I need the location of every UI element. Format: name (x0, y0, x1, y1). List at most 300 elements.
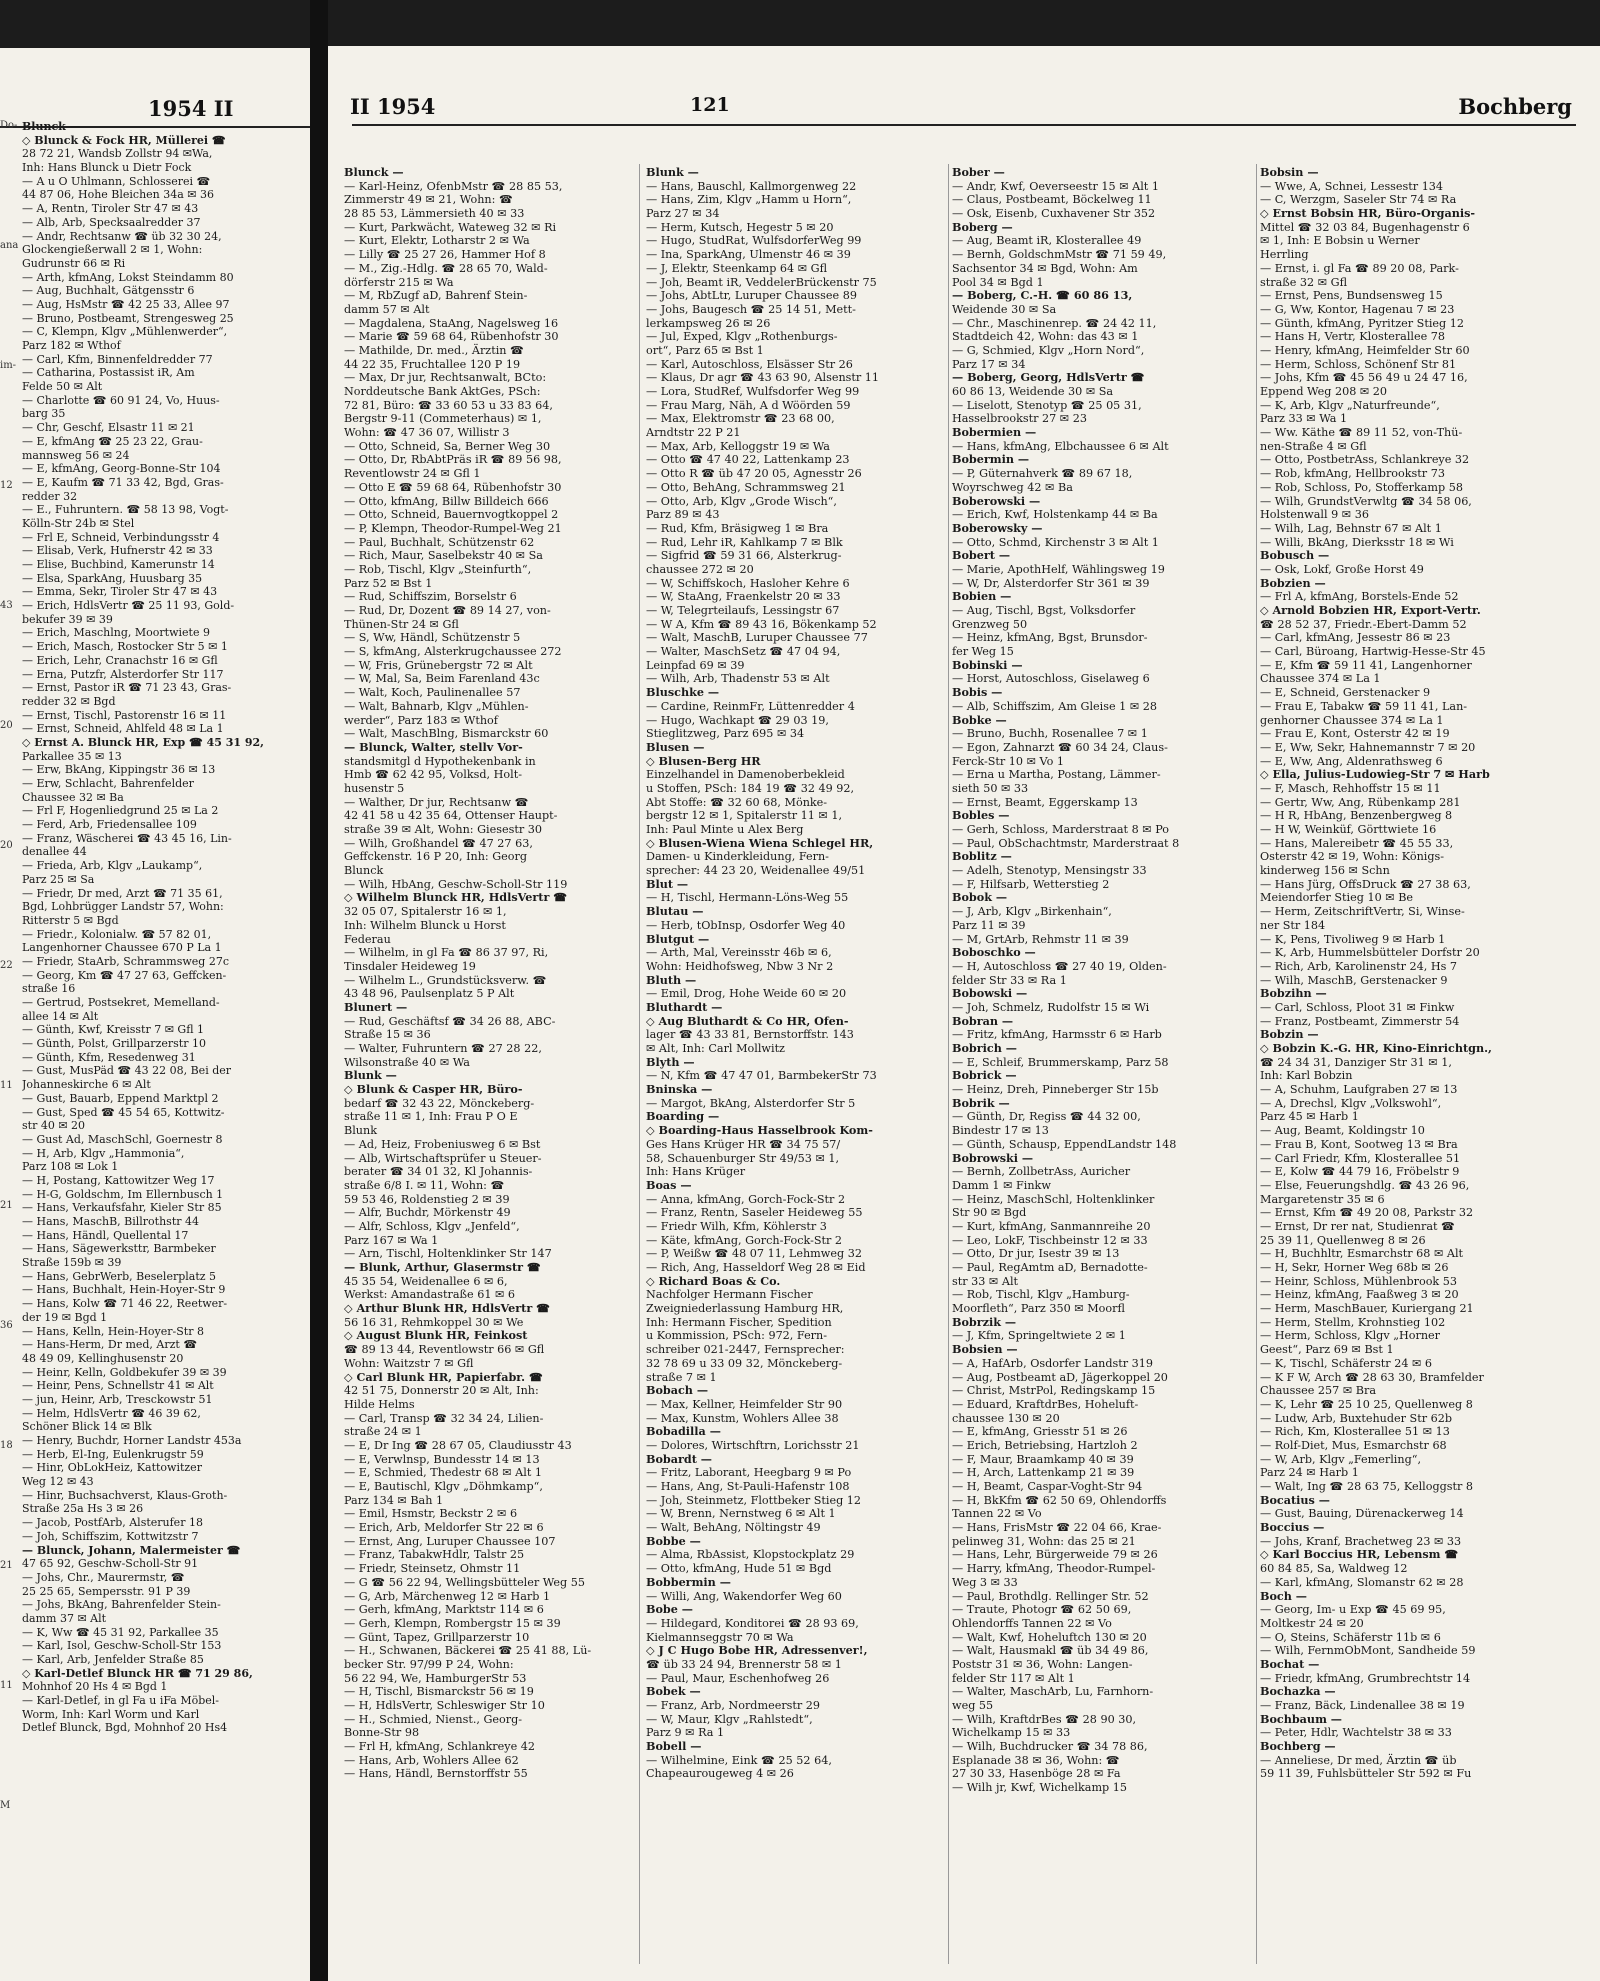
directory-entry-line: Moltkestr 24 ✉ 20 (1260, 1616, 1364, 1630)
directory-entry-line: Thünen-Str 24 ✉ Gfl (344, 617, 459, 631)
surname-heading: Bochbaum — (1260, 1711, 1342, 1726)
directory-entry-line: — Carl Friedr, Kfm, Klosterallee 51 (1260, 1151, 1461, 1165)
directory-entry-line: — Wilh, FernmObMont, Sandheide 59 (1260, 1644, 1476, 1658)
directory-entry-line: Inh: Paul Minte u Alex Berg (646, 823, 804, 836)
directory-entry-line: Tannen 22 ✉ Vo (952, 1507, 1042, 1521)
directory-entry-line: Werkst: Amandastraße 61 ✉ 6 (344, 1288, 516, 1302)
directory-entry-line: — Herb, El-Ing, Eulenkrugstr 59 (22, 1447, 204, 1461)
directory-entry-line: — H, Tischl, Hermann-Löns-Weg 55 (646, 891, 849, 905)
directory-entry-line: — Ww. Käthe ☎ 89 11 52, von-Thü- (1260, 426, 1463, 440)
directory-entry-line: — Osk, Lokf, Große Horst 49 (1260, 562, 1424, 576)
directory-entry-line: — Blunck, Johann, Malermeister ☎ (22, 1543, 241, 1557)
surname-heading: Bobek — (646, 1684, 701, 1699)
directory-entry-line: — Frau E, Tabakw ☎ 59 11 41, Lan- (1260, 699, 1468, 713)
directory-entry-line: becker Str. 97/99 P 24, Wohn: (344, 1657, 514, 1671)
directory-entry-line: — Friedr, kfmAng, Grumbrechtstr 14 (1260, 1671, 1471, 1685)
directory-entry-line: Parz 45 ✉ Harb 1 (1260, 1110, 1359, 1124)
directory-entry-line: — Ernst, Tischl, Pastorenstr 16 ✉ 11 (22, 708, 227, 722)
directory-entry-line: Chaussee 32 ✉ Ba (22, 790, 124, 804)
directory-entry-line: — Otto, Dr, RbAbtPräs iR ☎ 89 56 98, (344, 453, 562, 467)
directory-entry-line: 47 65 92, Geschw-Scholl-Str 91 (22, 1557, 199, 1571)
directory-entry-line: Damm 1 ✉ Finkw (952, 1178, 1051, 1192)
directory-entry-line: — Margot, BkAng, Alsterdorfer Str 5 (646, 1096, 856, 1110)
surname-heading: Bluth — (646, 972, 697, 987)
margin-number: Do- (0, 120, 18, 131)
directory-entry-line: — Georg, Im- u Exp ☎ 45 69 95, (1260, 1603, 1446, 1617)
directory-entry-line: — Rud, Dr, Dozent ☎ 89 14 27, von- (344, 604, 551, 617)
directory-entry-line: — E, kfmAng, Griesstr 51 ✉ 26 (952, 1425, 1128, 1439)
directory-entry-line: — H, Autoschloss ☎ 27 40 19, Olden- (952, 959, 1167, 973)
margin-number: im- (0, 360, 17, 371)
directory-entry-line: — Ernst, Kfm ☎ 49 20 08, Parkstr 32 (1260, 1206, 1474, 1220)
directory-entry-line: — Erw, Schlacht, Bahrenfelder (22, 777, 194, 790)
directory-entry-line: — Heinz, kfmAng, Faaßweg 3 ✉ 20 (1260, 1288, 1459, 1302)
directory-entry-line: Reventlowstr 24 ✉ Gfl 1 (344, 467, 481, 481)
directory-entry-line: Kölln-Str 24b ✉ Stel (22, 516, 135, 530)
surname-heading: Bochazka — (1260, 1684, 1336, 1699)
surname-heading: Boblitz — (952, 849, 1012, 864)
directory-entry-line: ◇ Boarding-Haus Hasselbrook Kom- (646, 1123, 873, 1138)
directory-entry-line: chaussee 130 ✉ 20 (952, 1411, 1060, 1425)
directory-entry-line: — Hans, Ang, St-Pauli-Hafenstr 108 (646, 1480, 850, 1493)
directory-entry-line: — Heinr, Kelln, Goldbekufer 39 ✉ 39 (22, 1365, 227, 1379)
directory-entry-line: — Kurt, kfmAng, Sanmannreihe 20 (952, 1219, 1151, 1233)
directory-entry-line: — Traute, Photogr ☎ 62 50 69, (952, 1603, 1132, 1617)
directory-entry-line: — K, Pens, Tivoliweg 9 ✉ Harb 1 (1260, 932, 1446, 946)
directory-entry-line: — Wilh, KraftdrBes ☎ 28 90 30, (952, 1712, 1137, 1726)
directory-entry-line: — Erich, Masch, Rostocker Str 5 ✉ 1 (22, 640, 228, 654)
directory-entry-line: — M, GrtArb, Rehmstr 11 ✉ 39 (952, 932, 1129, 946)
directory-entry-line: — Frl E, Schneid, Verbindungsstr 4 (22, 530, 220, 544)
directory-entry-line: — Wilhelm, in gl Fa ☎ 86 37 97, Ri, (344, 946, 549, 960)
directory-entry-line: — K, Arb, Hummelsbütteler Dorfstr 20 (1260, 946, 1480, 960)
directory-entry-line: — F, Maur, Braamkamp 40 ✉ 39 (952, 1452, 1134, 1466)
surname-heading: Bobowski — (952, 986, 1028, 1001)
directory-entry-line: — E, Schneid, Gerstenacker 9 (1260, 686, 1431, 700)
directory-entry-line: — Lora, StudRef, Wulfsdorfer Weg 99 (646, 385, 860, 398)
directory-entry-line: — Jul, Exped, Klgv „Rothenburgs- (646, 330, 838, 344)
directory-entry-line: — M, RbZugf aD, Bahrenf Stein- (344, 289, 528, 303)
directory-entry-line: 42 41 58 u 42 35 64, Ottenser Haupt- (344, 809, 558, 823)
header-rule (352, 124, 1576, 126)
directory-entry-line: — A, Schuhm, Laufgraben 27 ✉ 13 (1260, 1083, 1458, 1097)
directory-entry-line: 58, Schauenburger Str 49/53 ✉ 1, (646, 1151, 840, 1165)
directory-entry-line: — Boberg, Georg, HdlsVertr ☎ (952, 370, 1145, 385)
directory-entry-line: — Walt, MaschBlng, Bismarckstr 60 (344, 727, 549, 741)
directory-entry-line: — Friedr., Kolonialw. ☎ 57 82 01, (22, 927, 212, 941)
column-divider (1256, 164, 1257, 1964)
surname-heading: Bobrick — (952, 1068, 1017, 1083)
directory-entry-line: — Wwe, A, Schnei, Lessestr 134 (1260, 179, 1444, 193)
directory-entry-line: — Andr, Rechtsanw ☎ üb 32 30 24, (22, 229, 222, 243)
directory-entry-line: — W, Arb, Klgv „Femerling“, (1260, 1452, 1422, 1466)
directory-entry-line: — Gust, Sped ☎ 45 54 65, Kottwitz- (22, 1105, 225, 1119)
directory-entry-line: dörferstr 215 ✉ Wa (344, 275, 454, 289)
directory-column-3 (952, 166, 1244, 1795)
directory-entry-line: — Herm, Schloss, Schönenf Str 81 (1260, 357, 1457, 371)
directory-entry-line: ☎ üb 33 24 94, Brennerstr 58 ✉ 1 (646, 1657, 842, 1671)
directory-entry-line: — Chr, Geschf, Elsastr 11 ✉ 21 (22, 421, 195, 435)
directory-entry-line: — H., Schmied, Nienst., Georg- (344, 1712, 523, 1726)
left-page (0, 48, 310, 1981)
directory-entry-line: — Henry, kfmAng, Heimfelder Str 60 (1260, 343, 1470, 357)
directory-entry-line: — Max, Kunstm, Wohlers Allee 38 (646, 1411, 839, 1425)
directory-entry-line: — Günth, Polst, Grillparzerstr 10 (22, 1037, 206, 1051)
directory-entry-line: — Willi, Ang, Wakendorfer Weg 60 (646, 1589, 842, 1603)
directory-column-4 (1260, 166, 1582, 1781)
directory-entry-line: Inh: Karl Bobzin (1260, 1069, 1353, 1083)
directory-entry-line: 28 85 53, Lämmersieth 40 ✉ 33 (344, 207, 525, 221)
directory-entry-line: — Carl, Schloss, Ploot 31 ✉ Finkw (1260, 1000, 1455, 1014)
directory-entry-line: — Otto, PostbetrAss, Schlankreye 32 (1260, 453, 1470, 467)
directory-entry-line: — M., Zig.-Hdlg. ☎ 28 65 70, Wald- (344, 261, 548, 275)
directory-entry-line: — Wilh, Buchdrucker ☎ 34 78 86, (952, 1740, 1148, 1754)
directory-entry-line: — Hans, Malereibetr ☎ 45 55 33, (1260, 836, 1454, 850)
directory-entry-line: — Bruno, Buchh, Rosenallee 7 ✉ 1 (952, 727, 1148, 741)
directory-entry-line: — Max, Dr jur, Rechtsanwalt, BCto: (344, 371, 547, 385)
directory-entry-line: Parz 52 ✉ Bst 1 (344, 576, 433, 590)
directory-entry-line: Herrling (1260, 248, 1309, 262)
surname-heading: Bobrowski — (952, 1150, 1034, 1165)
directory-entry-line: — Arth, Mal, Vereinsstr 46b ✉ 6, (646, 946, 832, 960)
directory-entry-line: 28 72 21, Wandsb Zollstr 94 ✉Wa, (22, 147, 213, 161)
directory-entry-line: ✉ 1, Inh: E Bobsin u Werner (1260, 234, 1420, 248)
directory-entry-line: — Hinr, Buchsachverst, Klaus-Groth- (22, 1488, 228, 1502)
directory-entry-line: — Rich, Km, Klosterallee 51 ✉ 13 (1260, 1425, 1450, 1439)
directory-entry-line: — K, Arb, Klgv „Naturfreunde“, (1260, 398, 1440, 412)
directory-entry-line: Parz 108 ✉ Lok 1 (22, 1160, 119, 1174)
surname-heading: Boboschko — (952, 945, 1036, 960)
directory-entry-line: felder Str 117 ✉ Alt 1 (952, 1671, 1075, 1685)
surname-heading: Blusen — (646, 739, 705, 754)
directory-entry-line: ◇ Blunk & Casper HR, Büro- (344, 1082, 523, 1097)
directory-entry-line: — Wilh, Arb, Thadenstr 53 ✉ Alt (646, 672, 830, 686)
directory-entry-line: — Anna, kfmAng, Gorch-Fock-Str 2 (646, 1192, 846, 1206)
directory-entry-line: — Paul, RegAmtm aD, Bernadotte- (952, 1261, 1148, 1274)
directory-entry-line: 48 49 09, Kellinghusenstr 20 (22, 1351, 184, 1365)
surname-heading: Blutau — (646, 904, 704, 919)
directory-entry-line: — Gust, Bauarb, Eppend Marktpl 2 (22, 1091, 219, 1105)
directory-entry-line: — Paul, Buchhalt, Schützenstr 62 (344, 535, 535, 549)
directory-entry-line: — Eduard, KraftdrBes, Hoheluft- (952, 1397, 1139, 1411)
margin-number: M (0, 1800, 11, 1811)
directory-entry-line: — Hans, FrisMstr ☎ 22 04 66, Krae- (952, 1521, 1162, 1535)
directory-entry-line: — Gust, MusPäd ☎ 43 22 08, Bei der (22, 1064, 232, 1078)
directory-entry-line: Inh: Hans Krüger (646, 1165, 746, 1179)
column-divider (639, 164, 640, 1964)
directory-entry-line: Norddeutsche Bank AktGes, PSch: (344, 385, 541, 398)
directory-entry-line: Chapeaurougeweg 4 ✉ 26 (646, 1767, 794, 1781)
directory-entry-line: — Boberg, C.-H. ☎ 60 86 13, (952, 288, 1133, 303)
directory-entry-line: husenstr 5 (344, 781, 405, 795)
directory-entry-line: — Hans, kfmAng, Elbchaussee 6 ✉ Alt (952, 439, 1169, 453)
directory-entry-line: — Alfr, Buchdr, Mörkenstr 49 (344, 1206, 511, 1220)
directory-entry-line: — Gertrud, Postsekret, Memelland- (22, 996, 220, 1009)
directory-entry-line: — Aug, Tischl, Bgst, Volksdorfer (952, 604, 1136, 617)
directory-entry-line: — Catharina, Postassist iR, Am (22, 366, 195, 380)
directory-entry-line: 59 11 39, Fuhlsbütteler Str 592 ✉ Fu (1260, 1767, 1472, 1781)
directory-entry-line: Mittel ☎ 32 03 84, Bugenhagenstr 6 (1260, 220, 1470, 234)
directory-entry-line: — Cardine, ReinmFr, Lüttenredder 4 (646, 699, 855, 713)
directory-entry-line: — Franz, Postbeamt, Zimmerstr 54 (1260, 1014, 1460, 1028)
directory-entry-line: Bonne-Str 98 (344, 1726, 420, 1740)
surname-heading: Bobsien — (952, 1342, 1018, 1357)
directory-entry-line: — jun, Heinr, Arb, Tresckowstr 51 (22, 1392, 213, 1406)
directory-entry-line: weg 55 (952, 1699, 994, 1712)
directory-entry-line: — Elise, Buchbind, Kamerunstr 14 (22, 558, 215, 571)
directory-entry-line: — K F W, Arch ☎ 28 63 30, Bramfelder (1260, 1370, 1484, 1384)
directory-entry-line: Ges Hans Krüger HR ☎ 34 75 57/ (646, 1137, 841, 1151)
directory-entry-line: — S, Ww, Händl, Schützenstr 5 (344, 631, 521, 645)
left-page-column (22, 120, 308, 1735)
directory-entry-line: Felde 50 ✉ Alt (22, 380, 103, 394)
directory-entry-line: — F, Hilfsarb, Wetterstieg 2 (952, 877, 1110, 891)
directory-entry-line: ◇ Carl Blunk HR, Papierfabr. ☎ (344, 1369, 543, 1384)
directory-entry-line: — Erw, BkAng, Kippingstr 36 ✉ 13 (22, 763, 216, 777)
surname-heading: Bobusch — (1260, 548, 1330, 563)
surname-heading: Bluthardt — (646, 999, 723, 1014)
directory-entry-line: werder“, Parz 183 ✉ Wthof (344, 713, 498, 727)
directory-entry-line: — H, HdlsVertr, Schleswiger Str 10 (344, 1699, 545, 1712)
directory-entry-line: — W, Mal, Sa, Beim Farenland 43c (344, 672, 540, 686)
directory-entry-line: Esplanade 38 ✉ 36, Wohn: ☎ (952, 1753, 1120, 1767)
directory-entry-line: Hmb ☎ 62 42 95, Volksd, Holt- (344, 768, 523, 782)
directory-entry-line: — Rich, Arb, Karolinenstr 24, Hs 7 (1260, 959, 1457, 973)
directory-entry-line: — C, Werzgm, Saseler Str 74 ✉ Ra (1260, 193, 1457, 207)
right-page-header-right: Bochberg (1458, 94, 1572, 119)
directory-entry-line: — Hans, Händl, Quellental 17 (22, 1228, 189, 1242)
directory-entry-line: — J, Kfm, Springeltwiete 2 ✉ 1 (952, 1329, 1126, 1343)
directory-entry-line: — Günth, Dr, Regiss ☎ 44 32 00, (952, 1110, 1141, 1124)
directory-entry-line: ◇ Blunck & Fock HR, Müllerei ☎ (22, 133, 226, 147)
directory-entry-line: — H, Arch, Lattenkamp 21 ✉ 39 (952, 1466, 1135, 1480)
directory-entry-line: — E, Ww, Ang, Aldenrathsweg 6 (1260, 754, 1443, 768)
directory-entry-line: Parz 167 ✉ Wa 1 (344, 1233, 439, 1247)
directory-entry-line: — Horst, Autoschloss, Giselaweg 6 (952, 672, 1150, 686)
directory-entry-line: straße 7 ✉ 1 (646, 1370, 717, 1384)
directory-entry-line: — W, Telegrteilaufs, Lessingstr 67 (646, 604, 840, 617)
directory-entry-line: Straße 25a Hs 3 ✉ 26 (22, 1502, 144, 1516)
directory-entry-line: allee 14 ✉ Alt (22, 1009, 99, 1023)
directory-entry-line: — Walt, Hausmakl ☎ üb 34 49 86, (952, 1644, 1149, 1658)
directory-entry-line: ☎ 28 52 37, Friedr.-Ebert-Damm 52 (1260, 617, 1467, 631)
directory-entry-line: Wichelkamp 15 ✉ 33 (952, 1726, 1071, 1740)
directory-entry-line: — Hugo, StudRat, WulfsdorferWeg 99 (646, 234, 862, 248)
directory-entry-line: — Heinr, Pens, Schnellstr 41 ✉ Alt (22, 1379, 214, 1393)
directory-entry-line: 60 86 13, Weidende 30 ✉ Sa (952, 385, 1114, 398)
directory-entry-line: — Marie, ApothHelf, Wählingsweg 19 (952, 562, 1165, 576)
margin-number: 20 (0, 840, 13, 851)
margin-number: ana (0, 240, 19, 251)
directory-entry-line: — Herb, tObInsp, Osdorfer Weg 40 (646, 918, 846, 932)
directory-entry-line: — Hans, Buchhalt, Hein-Hoyer-Str 9 (22, 1283, 226, 1297)
surname-heading: Boberg — (952, 219, 1013, 234)
directory-entry-line: — Günth, Kfm, Resedenweg 31 (22, 1050, 196, 1064)
directory-entry-line: — Ernst, Schneid, Ahlfeld 48 ✉ La 1 (22, 722, 224, 736)
directory-entry-line: — N, Kfm ☎ 47 47 01, BarmbekerStr 73 (646, 1069, 877, 1083)
directory-entry-line: — Rob, kfmAng, Hellbrookstr 73 (1260, 467, 1445, 481)
directory-entry-line: — E, Schmied, Thedestr 68 ✉ Alt 1 (344, 1466, 542, 1480)
directory-entry-line: — E, Kfm ☎ 59 11 41, Langenhorner (1260, 658, 1472, 672)
directory-entry-line: — Ina, SparkAng, Ulmenstr 46 ✉ 39 (646, 248, 851, 262)
directory-entry-line: — Franz, TabakwHdlr, Talstr 25 (344, 1548, 525, 1562)
directory-entry-line: 27 30 33, Hasenböge 28 ✉ Fa (952, 1767, 1121, 1781)
directory-entry-line: — J, Arb, Klgv „Birkenhain“, (952, 905, 1112, 919)
directory-entry-line: — Elisab, Verk, Hufnerstr 42 ✉ 33 (22, 544, 213, 558)
directory-entry-line: — Herm, MaschBauer, Kuriergang 21 (1260, 1302, 1474, 1316)
directory-entry-line: — Magdalena, StaAng, Nagelsweg 16 (344, 316, 559, 330)
directory-entry-line: ◇ Richard Boas & Co. (646, 1273, 781, 1288)
directory-entry-line: str 33 ✉ Alt (952, 1274, 1019, 1288)
directory-entry-line: — Karl, Autoschloss, Elsässer Str 26 (646, 357, 853, 371)
directory-entry-line: — Wilh, MaschB, Gerstenacker 9 (1260, 973, 1448, 987)
directory-entry-line: redder 32 ✉ Bgd (22, 694, 116, 708)
directory-entry-line: — E, kfmAng ☎ 25 23 22, Grau- (22, 434, 203, 448)
directory-entry-line: Straße 15 ✉ 36 (344, 1028, 431, 1042)
margin-number: 22 (0, 960, 13, 971)
directory-entry-line: Straße 159b ✉ 39 (22, 1256, 122, 1270)
directory-entry-line: — Osk, Eisenb, Cuxhavener Str 352 (952, 207, 1156, 221)
directory-entry-line: straße 39 ✉ Alt, Wohn: Giesestr 30 (344, 823, 542, 836)
directory-entry-line: — Carl, kfmAng, Jessestr 86 ✉ 23 (1260, 631, 1451, 645)
directory-entry-line: ◇ Ella, Julius-Ludowieg-Str 7 ✉ Harb (1260, 767, 1490, 782)
directory-entry-line: — Otto R ☎ üb 47 20 05, Agnesstr 26 (646, 467, 862, 481)
surname-heading: Bobrzik — (952, 1314, 1017, 1329)
directory-entry-line: — Anneliese, Dr med, Ärztin ☎ üb (1260, 1753, 1457, 1767)
directory-entry-line: — H., Schwanen, Bäckerei ☎ 25 41 88, Lü- (344, 1644, 592, 1658)
directory-entry-line: — E, Schleif, Brummerskamp, Parz 58 (952, 1055, 1169, 1069)
directory-entry-line: — Wilh, Lag, Behnstr 67 ✉ Alt 1 (1260, 521, 1442, 535)
directory-entry-line: berater ☎ 34 01 32, Kl Johannis- (344, 1165, 533, 1179)
directory-entry-line: — Karl, Arb, Jenfelder Straße 85 (22, 1653, 204, 1666)
directory-entry-line: ◇ Arthur Blunk HR, HdlsVertr ☎ (344, 1301, 551, 1316)
directory-entry-line: — Hans-Herm, Dr med, Arzt ☎ (22, 1338, 198, 1352)
directory-entry-line: — E, Kaufm ☎ 71 33 42, Bgd, Gras- (22, 475, 224, 489)
directory-entry-line: — Hans, Bauschl, Kallmorgenweg 22 (646, 179, 857, 193)
directory-entry-line: — Jacob, PostfArb, Alsterufer 18 (22, 1516, 203, 1530)
surname-heading: Blunert — (344, 999, 408, 1014)
directory-entry-line: — Franz, Arb, Nordmeerstr 29 (646, 1699, 821, 1712)
directory-entry-line: damm 37 ✉ Alt (22, 1611, 107, 1625)
surname-heading: Bobadilla — (646, 1424, 721, 1439)
margin-numbers (0, 120, 19, 1920)
directory-entry-line: — Aug, Beamt iR, Klosterallee 49 (952, 234, 1142, 248)
directory-entry-line: — Günth, Kwf, Kreisstr 7 ✉ Gfl 1 (22, 1023, 205, 1037)
directory-entry-line: — O, Steins, Schäferstr 11b ✉ 6 (1260, 1630, 1441, 1644)
directory-entry-line: — Rud, Lehr iR, Kahlkamp 7 ✉ Blk (646, 535, 843, 549)
directory-entry-line: felder Str 33 ✉ Ra 1 (952, 973, 1067, 987)
directory-entry-line: ◇ Arnold Bobzien HR, Export-Vertr. (1260, 603, 1481, 617)
directory-entry-line: — E., Fuhruntern. ☎ 58 13 98, Vogt- (22, 503, 229, 517)
directory-entry-line: Bergstr 9-11 (Commeterhaus) ✉ 1, (344, 412, 542, 426)
left-page-header: 1954 II (148, 96, 234, 121)
directory-entry-line: Leinpfad 69 ✉ 39 (646, 658, 745, 672)
directory-entry-line: — Otto, kfmAng, Hude 51 ✉ Bgd (646, 1562, 832, 1576)
directory-entry-line: — Hans, Arb, Wohlers Allee 62 (344, 1753, 519, 1767)
directory-entry-line: — Christ, MstrPol, Redingskamp 15 (952, 1384, 1156, 1398)
surname-heading: Blutgut — (646, 931, 710, 946)
directory-entry-line: — Friedr Wilh, Kfm, Köhlerstr 3 (646, 1219, 827, 1233)
directory-entry-line: Blunck (344, 864, 384, 878)
directory-entry-line: straße 6/8 I. ✉ 11, Wohn: ☎ (344, 1178, 505, 1192)
surname-heading: Bobermien — (952, 425, 1037, 440)
directory-entry-line: str 40 ✉ 20 (22, 1119, 86, 1133)
directory-entry-line: Bindestr 17 ✉ 13 (952, 1124, 1049, 1138)
directory-entry-line: — Walt, BehAng, Nöltingstr 49 (646, 1521, 821, 1535)
directory-entry-line: Wohn: Heidhofsweg, Nbw 3 Nr 2 (646, 959, 834, 973)
directory-entry-line: — Claus, Postbeamt, Böckelweg 11 (952, 193, 1152, 207)
surname-heading: Blunck — (22, 120, 81, 133)
surname-heading: Bobzihn — (1260, 986, 1327, 1001)
directory-entry-line: — Hans, Sägewerksttr, Barmbeker (22, 1242, 216, 1256)
directory-entry-line: straße 11 ✉ 1, Inh: Frau P O E (344, 1110, 518, 1124)
surname-heading: Bobach — (646, 1383, 709, 1398)
directory-entry-line: Geest“, Parz 69 ✉ Bst 1 (1260, 1343, 1394, 1357)
surname-heading: Bobell — (646, 1739, 702, 1754)
directory-entry-line: — Joh, Schmelz, Rudolfstr 15 ✉ Wi (952, 1000, 1150, 1014)
directory-entry-line: — Rud, Kfm, Bräsigweg 1 ✉ Bra (646, 521, 829, 535)
directory-entry-line: — Otto ☎ 47 40 22, Lattenkamp 23 (646, 453, 850, 467)
directory-entry-line: Inh: Hans Blunck u Dietr Fock (22, 161, 192, 175)
directory-entry-line: — Karl-Detlef, in gl Fa u iFa Möbel- (22, 1694, 220, 1708)
directory-entry-line: Parkallee 35 ✉ 13 (22, 749, 122, 763)
directory-entry-line: — Ferd, Arb, Friedensallee 109 (22, 818, 197, 832)
directory-entry-line: — Kurt, Elektr, Lotharstr 2 ✉ Wa (344, 234, 530, 248)
directory-entry-line: 56 16 31, Rehmkoppel 30 ✉ We (344, 1315, 524, 1329)
directory-entry-line: — Elsa, SparkAng, Huusbarg 35 (22, 571, 203, 585)
directory-entry-line: — Mathilde, Dr. med., Ärztin ☎ (344, 343, 524, 357)
directory-entry-line: — H, Arb, Klgv „Hammonia“, (22, 1146, 185, 1160)
directory-entry-line: — Herm, Schloss, Klgv „Horner (1260, 1329, 1441, 1343)
directory-entry-line: — Otto, Schmd, Kirchenstr 3 ✉ Alt 1 (952, 535, 1159, 549)
directory-entry-line: — Gerh, kfmAng, Marktstr 114 ✉ 6 (344, 1603, 544, 1617)
directory-entry-line: Pool 34 ✉ Bgd 1 (952, 275, 1044, 289)
directory-entry-line: — Frl A, kfmAng, Borstels-Ende 52 (1260, 590, 1459, 604)
directory-entry-line: — Hans, Kelln, Hein-Hoyer-Str 8 (22, 1324, 204, 1338)
directory-entry-line: — Rud, Geschäftsf ☎ 34 26 88, ABC- (344, 1014, 556, 1028)
directory-entry-line: — Marie ☎ 59 68 64, Rübenhofstr 30 (344, 330, 559, 344)
directory-entry-line: — Ernst, Beamt, Eggerskamp 13 (952, 795, 1138, 809)
directory-entry-line: — Walt, Ing ☎ 28 63 75, Kelloggstr 8 (1260, 1480, 1474, 1493)
directory-entry-line: Parz 182 ✉ Wthof (22, 339, 121, 352)
directory-entry-line: 44 22 35, Fruchtallee 120 P 19 (344, 357, 521, 371)
directory-entry-line: — C, Klempn, Klgv „Mühlenwerder“, (22, 325, 228, 339)
directory-entry-line: — Helm, HdlsVertr ☎ 46 39 62, (22, 1406, 201, 1420)
directory-entry-line: ◇ Ernst A. Blunck HR, Exp ☎ 45 31 92, (22, 735, 264, 749)
directory-entry-line: Kielmannseggstr 70 ✉ Wa (646, 1630, 794, 1644)
directory-entry-line: — Bernh, ZollbetrAss, Auricher (952, 1165, 1131, 1179)
surname-heading: Bobrik — (952, 1095, 1010, 1110)
directory-entry-line: Poststr 31 ✉ 36, Wohn: Langen- (952, 1657, 1133, 1671)
directory-entry-line: — Gerh, Klempn, Rombergstr 15 ✉ 39 (344, 1616, 561, 1630)
directory-entry-line: — Hans H, Vertr, Klosterallee 78 (1260, 330, 1446, 344)
directory-entry-line: — Franz, Wäscherei ☎ 43 45 16, Lin- (22, 831, 232, 845)
directory-entry-line: — Karl, Isol, Geschw-Scholl-Str 153 (22, 1639, 222, 1653)
directory-entry-line: — Heinz, MaschSchl, Holtenklinker (952, 1192, 1155, 1206)
directory-entry-line: — E, Ww, Sekr, Hahnemannstr 7 ✉ 20 (1260, 740, 1476, 754)
directory-entry-line: — Wilhelm L., Grundstücksverw. ☎ (344, 973, 547, 987)
directory-entry-line: Damen- u Kinderkleidung, Fern- (646, 850, 829, 864)
directory-entry-line: lager ☎ 43 33 81, Bernstorffstr. 143 (646, 1028, 854, 1042)
directory-entry-line: — Liselott, Stenotyp ☎ 25 05 31, (952, 398, 1142, 412)
directory-entry-line: redder 32 (22, 489, 78, 503)
directory-entry-line: — Wilh jr, Kwf, Wichelkamp 15 (952, 1781, 1128, 1795)
directory-entry-line: — H, Sekr, Horner Weg 68b ✉ 26 (1260, 1261, 1449, 1274)
directory-entry-line: — Arn, Tischl, Holtenklinker Str 147 (344, 1247, 552, 1261)
surname-heading: Boch — (1260, 1588, 1307, 1603)
surname-heading: Bochberg — (1260, 1739, 1336, 1754)
directory-entry-line: — E, Dr Ing ☎ 28 67 05, Claudiusstr 43 (344, 1438, 572, 1452)
